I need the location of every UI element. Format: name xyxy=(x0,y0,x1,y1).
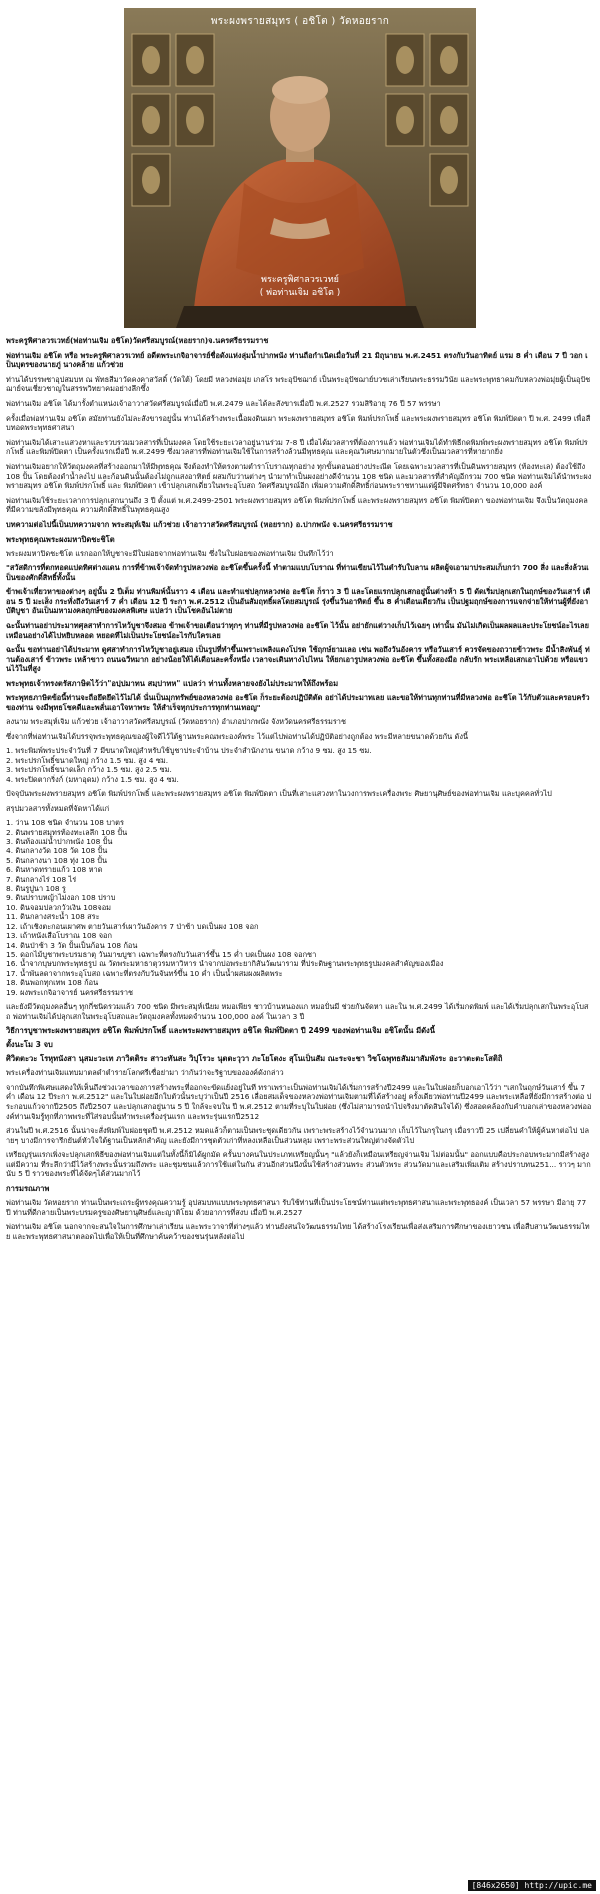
paragraph-birth xyxy=(6,351,592,370)
paragraph-quote-5: พระพุทธภาษิตข้อนี้ท่านจะถือยึดยึดไว้ไม่ได้ นั่นเป็นมุกทรัพย์ของหลวงพ่อ อะชิโต ก็ระยะต้องปฏิบัติตัด อย่าได้ประมาทเลย และขอให้ท่านทุกท่านที่มีหลวงพ่อ อะชิโต ไว้กับตัวและครอบครัวของท่าน จงมีพุทธโชคดีและพลั่นเอาใจหาพระ ให้สำเร็จทุกประการทุกท่านเทอญ" xyxy=(6,693,590,712)
paragraph-quote-4: ฉะนั้น ขอท่านอย่าได้ประมาท ดูศสาทำการไหว้บูชาอยู่เสมอ เป็นรูปที่ทำขึ้นเพราะเพลิงแดงโปรด ใช้ฤกษ์ยามเลอ เช่น พอถึงวันอังคาร หรือวันเสาร์ ควรจัดของถวายข้าวพระ มีน้ำสิงพันธุ์ ท่านต้องเสาร์ ข้าวพระ เหล้าขาว ถนนฉวีหมาก อย่างน้อยให้ได้เดือนละครั้งหนึ่ง เวลาจะเดินทางไปไหน ให้ยกเอารูปหลวงพ่อ อะชิโต ขึ้นทั้งสองมือ กลับรัก พระเหลือเสกเอาไปด้วย หรือแขวนไว้ในที่สูง xyxy=(6,645,590,674)
list-item: 7. ดินกลางไร่ 108 ไร่ xyxy=(6,874,77,884)
paragraph-birth-text: พ่อท่านเจิม อชิโต หรือ พระครูพิศาลวรเวทย์ อดีตพระเกจิอาจารย์ชื่อดังแห่งลุ่มน้ำปากพนัง ท่านถือกำเนิดเมื่อวันที่ 21 มิถุนายน พ.ศ.2451 ตรงกับวันอาทิตย์ แรม 8 ค่ำ เดือน 7 ปี วอก เป็นบุตรของนายภู่ นางคล้าย แก้วช่วย xyxy=(6,350,588,370)
paragraph-history-2: ส่วนในปี พ.ศ.2516 นั้นน่าจะสั่งพิมพ์ใบฝอยชุดปี พ.ศ.2512 หมดแล้วก็ตามเป็นพระชุดเดียวกัน เพราะพระสร้างไว้จำนวนมาก เก็บไว้ในกรุในกรุ เมื่อราวปี 25 เปลี่ยนคำให้ผู้ค้นหาต่อไป ปลายๆ บางมีการจารึกยันต์หัวใจใต้ฐานเป็นหลักสำคัญ และยังมีการชุดตัวเก่าที่หลงเหลือเป็นส่วนหลุม เพราะพระส่วนใหญ่ต่างจัดตัวไป xyxy=(6,1126,589,1145)
list-item: 10. ดินจอมปลวกวัวเงิน 108จอม xyxy=(6,902,112,912)
list-item: 2. ดินพรายสมุทรท้องทะเลลึก 108 ปั้น xyxy=(6,827,128,837)
list-item: 14. ดินป่าช้า 3 วัด ปั้นเป็นก้อน 108 ก้อน xyxy=(6,940,138,950)
section-heading-virtues: พระพุทธคุณพระผงมหาปิดชะชิโต xyxy=(6,534,115,544)
paragraph-quote-1: "สวัสดิการที่ตกทอดแปดทิศต่างแดน การที่ข้าพเจ้าจัดทำรูปหลวงพ่อ อะชิโตขึ้นครั้งนี้ ทำตามแบบโบราณ ที่ท่านเขียนไว้ในตำรับใบลาน ผลิตผู้จเอามาประสมเก็บกว่า 700 สิ่ง และสิ่งล้วนเป็นของศักดิ์สิทธิ์ทั้งนั้น xyxy=(6,563,589,582)
paragraph-source-note: บทความต่อไปนี้เป็นบทความจาก พระสมุห์เจิม แก้วช่วย เจ้าอาวาสวัดศรีสมบูรณ์ (หอยราก) อ.ปากพนัง จ.นครศรีธรรมราช xyxy=(6,519,393,529)
paragraph-present-day: ปัจจุบันพระผงพรายสมุทร อชิโต พิมพ์ปรกโพธิ์ และพระผงพรายสมุทร อชิโต พิมพ์ปิดตา เป็นที่เสาะแสวงหาในวงการพระเครื่องพระ ศิษยานุศิษย์ของพ่อท่านเจิม และบุคคลทั่วไป xyxy=(6,789,552,799)
paragraph-passing: พ่อท่านเจิม วัดหอยราก ท่านเป็นพระเถระผู้ทรงคุณความรู้ อุปสมบทแบบพระพุทธศาสนา รับใช้ท่านที่เป็นประโยชน์ท่านแต่พระพุทธศาสนาและพระพุทธองค์ เป็นเวลา 57 พรรษา มีอายุ 77 ปี ท่านที่ดีกลายเป็นพระบรมครูของศิษยานุศิษย์และญาติโยม ด้วยอาการที่สงบ เมื่อปี พ.ศ.2527 xyxy=(6,1198,587,1217)
paragraph-consecration: พ่อท่านเจิมใช้ระยะเวลาการปลุกเสกนานถึง 3 ปี ตั้งแต่ พ.ศ.2499-2501 พระผงพรายสมุทร อชิโต พิมพ์ปรกโพธิ์ และพระผงพรายสมุทร อชิโต พิมพ์ปิดตา ของพ่อท่านเจิม จึงเป็นวัตถุมงคลที่มีความขลังมีพุทธคุณ ความศักดิ์สิทธิ์ในพุทธคุณสูง xyxy=(6,495,588,515)
paragraph-leaflet: พระผงมหาปิดชะชิโต แรกออกให้บูชาจะมีใบฝอยจากพ่อท่านเจิม ซึ่งในใบฝอยของพ่อท่านเจิม บันทึกไว้ว่า xyxy=(6,548,334,558)
photo-top-caption: พระผงพรายสมุทร ( อชิโต ) วัดหอยราก xyxy=(210,16,390,27)
paragraph-sizes-intro: ซึ่งจากที่พ่อท่านเจิมได้บรรจุพระพุทธคุณของผู้ใจดีไว้ใต้ฐานพระคณพระองค์พระ ไว้แต่ไปพ่อท่านได้ปฏิบัติอย่างถูกต้อง พระมีหลายขนาดด้วยกัน ดังนี้ xyxy=(6,731,468,741)
list-item: 1. พระพิมพ์พระประจำวันที่ 7 มีขนาดใหญ่สำหรับใช้บูชาประจำบ้าน ประจำสำนักงาน ขนาด กว้าง 9 ซม. สูง 15 ซม. xyxy=(6,746,372,756)
photo-bottom-caption xyxy=(224,274,376,300)
amulet-size-list xyxy=(6,746,592,784)
material-list xyxy=(6,818,592,997)
paragraph-materials: พ่อท่านเจิมได้เสาะแสวงหาและรวบรวมมวลสารที่เป็นมงคล โดยใช้ระยะเวลาอยู่นานร่วม 7-8 ปี เมื่อได้มวลสารที่ต้องการแล้ว พ่อท่านเจิมได้ทำพิธีกดพิมพ์พระผงพรายสมุทร อชิโต พิมพ์ปรกโพธิ์ และพิมพ์ปิดตา เป็นครั้งแรกเมื่อปี พ.ศ.2499 ซึ่งมวลสารที่พ่อท่านเจิมใช้ในการสร้างล้วนมีพุทธคุณ และคุณวิเศษมากมายในตัวซึ่งเป็นมวลสารที่หายากยิ่ง xyxy=(6,437,588,457)
list-item: 13. เถ้าหนังเสือโบราณ 108 จอก xyxy=(6,931,112,941)
section-heading-worship: วิธีการบูชาพระผงพรายสมุทร อชิโต พิมพ์ปรกโพธิ์ และพระผงพรายสมุทร อชิโต พิมพ์ปิดตา ปี 2499 ของพ่อท่านเจิม อชิโตนั้น มีดังนี้ xyxy=(6,1026,435,1036)
section-heading-passing: การมรณภาพ xyxy=(6,1184,50,1194)
paragraph-history-1: จากบันทึกพิเศษแสดงให้เห็นถึงช่วงเวลาของการสร้างพระที่ออกจะขัดแย้งอยู่ในที ทราเพราะเป็นพ่อท่านเจิมได้เริ่มการสร้างปี2499 และในใบฝอยก็บอกเอาไว้ว่า "เสกในฤกษ์วันเสาร์ ขึ้น 7 ค่ำ เดือน 12 ปีระกา พ.ศ.2512" และในใบฝอยอีกใบตัวนั้นระบุว่าเป็นปี 2516 เลื่อยสมเด็จของหลวงพ่อท่านเจิมตามที่ได้สร้างอยู่ ครั้งเดียวพ่อท่านปี2499 และพระเหลือที่ยังมีการสร้างต่อ ประกอบแก้วจากปี2505 ถึงปี2507 และปลุกเสกอยู่นาน 5 ปี ใกล้จะจบใน ปี พ.ศ.2512 ตามที่ระบุในใบฝอย (ซึ่งไม่สามารถนำไปจริงมาตัดสินใจได้) ซึ่งสอดคล้องกับคำบอกเล่าของหลวงพ่อองค์ท่านเจิมรู้ทุกที่ภาพพระที่ใส่รอบนั้นทำพระเครื่องรุ่นแรก และพระรุ่นแรกปี2512 xyxy=(6,1082,592,1121)
paragraph-history-3: เหรียญรุ่นแรกเพิ่งจะปลุกเสกพิธีของพ่อท่านเจิมแต่ในทั้งนี้ก็มิได้ผูกมัด ครั้นบางคนในประเภทเหรียญนั้นๆ "แล้วยังก็เหมือนเหรียญจ่านเจิม ไม่ต่อมนั้น" ออกแบบคือประกอบพระมากมีสร้างสูงแต่มีความ ที่ระลึกว่ามีไว้สร้างพระนั้นรวมถึงพระ และชุมชนแล้วการใช้แต่ในกัน ส่วนอีกส่วนนึงนั้นใช้สร้างส่วนพระ ส่วนตัวพระ ส่วนวัดมาและเสริมเพิ่มเติม สร้างปราบทน251... ราวๆ มากนับ 5 ปี ราวของพระที่ได้จัดๆได้ส่วนมากไว้ xyxy=(6,1150,591,1179)
section-heading-material-summary: สรุปมวลสารทั้งหมดที่จัดหาได้แก่ xyxy=(6,803,110,813)
list-item: 12. เถ้าเชิงตะกอนเผาศพ ตายวันเสาร์เผาวันอังคาร 7 ป่าช้า บดเป็นผง 108 จอก xyxy=(6,921,259,931)
list-item: 5. ดินกลางนา 108 ทุ่ง 108 ปั้น xyxy=(6,855,108,865)
paragraph-ordination: ท่านได้บรรพชาอุปสมบท ณ พัทธสีมาวัดคงคาสวัสดิ์ (วัดใต้) โดยมี หลวงพ่อมุ่ย เกสโร พระอุปัชฌาย์ เป็นพระอุปัชฌาย์บวชเล่าเรียนพระธรรมวินัย และพระพุทธาคมกับหลวงพ่อมุ่ยผู้เป็นอุปัชฌาย์จนเชี่ยวชาญในสรรพวิทยาคมอย่างลึกซึ้ง xyxy=(6,374,591,394)
image-host-footer: [846x2650] http://upic.me xyxy=(468,1880,596,1891)
paragraph-signature: ลงนาม พระสมุห์เจิม แก้วช่วย เจ้าอาวาสวัดศรีสมบูรณ์ (วัดหอยราก) อำเภอปากพนัง จังหวัดนครศรีธรรมราช xyxy=(6,717,346,727)
list-item: 8. ดินรูปูนา 108 รู xyxy=(6,884,66,894)
list-item: 1. ว่าน 108 ชนิด จำนวน 108 บาตร xyxy=(6,818,124,828)
list-item: 15. ดอกไม้บูชาพระบรมธาตุ วันมาฆบูชา เฉพาะที่ตรงกับวันเสาร์ขึ้น 15 ค่ำ บดเป็นผง 108 จอกชา xyxy=(6,949,317,959)
worship-namo: ตั้งนะโม 3 จบ xyxy=(6,1040,53,1050)
list-item: 19. ผงพระเกจิอาจารย์ นครศรีธรรมราช xyxy=(6,987,133,997)
list-item: 3. พระปรกโพธิ์ขนาดเล็ก กว้าง 1.5 ซม. สูง 2.5 ซม. xyxy=(6,765,172,775)
list-item: 16. น้ำจากบุษบกพระพุทธรูป ณ วัดพระมหาธาตุวรมหาวิหาร นำจากบ่อพระยากิสันวัฒนาราม ที่ประดิษฐานพระพุทธรูปมงคลสำคัญของเมือง xyxy=(6,959,444,969)
list-item: 17. น้ำพันลดาจากพระอุโบสถ เฉพาะที่ตรงกับวันจันทร์ขึ้น 10 ค่ำ เป็นน้ำผสมผงผลิตพระ xyxy=(6,968,283,978)
paragraph-legacy: พ่อท่านเจิม อชิโต นอกจากจะสนใจในการศึกษาเล่าเรียน และพระวาจาที่ต่างๆแล้ว ท่านยังสนใจวัฒนธรรมไทย ได้สร้างโรงเรียนเพื่อส่งเสริมการศึกษาของเยาวชน เพื่อสืบสานวัฒนธรรมไทย และพระพุทธศาสนาตลอดไปเพื่อให้เป็นที่ศึกษาค้นคว้าของชนรุ่นหลังต่อไป xyxy=(6,1222,590,1241)
monk-photo xyxy=(124,8,476,328)
paragraph-history-intro: พระเครื่องท่านเจิมแทบมาตลดำตำรายโลกศรีเซื่อย่ามา ว่ากันว่าจะริฐาบขององค์ดังกล่าว xyxy=(6,1068,284,1078)
article-body xyxy=(6,336,592,1246)
list-item: 3. ดินท้องแม่น้ำปากพนัง 108 ปั้น xyxy=(6,837,113,847)
paragraph-other-materials: และยังมีวัตถุมงคลอื่นๆ ทุกกี่ชนิดรวมแล้ว 700 ชนิด มีพระสมุห์เนียม หมอเพียร ชาวบ้านหนองแก หมอปั่นมี ช่วยกันจัดหา และใน พ.ศ.2499 ได้เริ่มกดพิมพ์ และได้เริ่มปลุกเสกในพระอุโบสถ พ่อท่านเจิมได้ปลุกเสกในพระอุโบสถและวัตถุมงคลทั้งหมดจำนวน 100,000 องค์ ในเวลา 3 ปี xyxy=(6,1001,589,1021)
list-item: 9. ดินปราบหญ้าไม่งอก 108 ปราบ xyxy=(6,893,116,903)
photo-caption-subname: ( พ่อท่านเจิม อชิโต ) xyxy=(259,288,341,298)
paragraph-abbot: พ่อท่านเจิม อชิโต ได้มารั้งตำแหน่งเจ้าอาวาสวัดศรีสมบูรณ์เมื่อปี พ.ศ.2479 และได้ละสังขารเมื่อปี พ.ศ.2527 รวมสิริอายุ 76 ปี 57 พรรษา xyxy=(6,398,441,408)
article-title: พระครูพิศาลวรเวทย์(พ่อท่านเจิม อชิโต)วัดศรีสมบูรณ์(หอยราก)จ.นครศรีธรรมราช xyxy=(6,336,269,345)
worship-chant: ศิวิตตะวะ โรหุทนังสา นุสมะวะเท ภาวิตติระ สาวะทันสะ วิปุโรวะ นุตตะวุวา ภะโยโตงะ สุโนเป็นสัม ณะระจะชา วิชโฉพุทธสัมมาสัมพังระ อะวาตะตะโสติถิ xyxy=(6,1054,503,1064)
list-item: 6. ดินหาดทรายแก้ว 108 หาด xyxy=(6,865,103,875)
list-item: 4. พระปิดตากริ่งก์ (มหาอุดม) กว้าง 1.5 ซม. สูง 4 ซม. xyxy=(6,774,179,784)
paragraph-quote-2: ข้าพเจ้าเที่ยวหาของต่างๆ อยู่นั้น 2 ปีเต็ม ท่านพิมพ์นั้นราว 4 เดือน และทำแช่ปลุกหลวงพ่อ อะชิโต ก็ราว 3 ปี และโดยแรกปลุกเสกอยู่นั้นต่างห้า 5 ปี ดัดเริ่มปลุกเสกในฤกษ์ของวันเสาร์ เดือน 5 ปี มะเส็ง กระทั่งถึงวันเสาร์ 7 ค่ำ เดือน 12 ปี ระกา พ.ศ.2512 เป็นอันสัมฤทธิ์ผลโดยสมบูรณ์ รุ่งขึ้นวันอาทิตย์ ขึ้น 8 ค่ำเดือนเดียวกัน เป็นปฐมฤกษ์ของการแจกจ่ายให้ท่านผู้ที่ยังอาบัติบูชา อันเป็นมหามงคลฤกษ์ของมงคลพิเศษ แปลว่า เป็นโชคอันไม่ตาย xyxy=(6,587,591,616)
paragraph-amulet-creation: ครั้งเมื่อพ่อท่านเจิม อชิโต สมัยท่านยังไม่ละสังขารอยู่นั้น ท่านได้สร้างพระเนื้อผงดินเผา พระผงพรายสมุทร อชิโต พิมพ์ปรกโพธิ์ และพระผงพรายสมุทร อชิโต พิมพ์ปิดตา ปี พ.ศ. 2499 เพื่อสืบทอดพระพุทธศาสนา xyxy=(6,413,591,433)
section-heading-buddha-saying: พระพุทธเจ้าทรงตรัสภาษิตไว้ว่า"อปฺปมาทน สมฺปาทห" แปลว่า ท่านทั้งหลายจงยังไม่ประมาทให้ถึงพร้อม xyxy=(6,679,339,689)
list-item: 2. พระปรกโพธิ์ขนาดใหญ่ กว้าง 1.5 ซม. สูง 4 ซม. xyxy=(6,755,169,765)
paragraph-quote-3: ฉะนั้นท่านอย่าประมาทศุลสาทำการไหว้บูชาจึงสมอ ข้าพเจ้าขอเตือนว่าทุกๆ ท่านที่มีรูปหลวงพ่อ อะชิโต ไว้นั้น อย่ายักแต่วางเก็บไว้เฉยๆ เท่านั้น มันไม่เกิดเป็นผลผลและประโยชน์อะไรเลย เหมือนอย่างได้ไปหยิบหลอด หยอดทีไม่เป็นประโยชน์อะไรกับใครเลย xyxy=(6,621,589,640)
photo-caption-name: พระครูพิศาลวรเวทย์ xyxy=(261,275,339,285)
list-item: 11. ดินกลางสระน้ำ 108 สระ xyxy=(6,912,100,922)
list-item: 4. ดินกลางวัด 108 วัด 108 ปั้น xyxy=(6,846,108,856)
paragraph-ritual: พ่อท่านเจิมอยากให้วัตถุมงคลที่สร้างออกมาให้มีพุทธคุณ จึงต้องทำให้ตรงตามตำราโบราณทุกอย่าง ทุกขั้นตอนอย่างประณีต โดยเฉพาะมวลสารที่เป็นดินพรายสมุทร (ท้องทะเล) ต้องใช้ถึง 108 ปั้น โดยต้องดำน้ำลงไป และก้อนดินนั้นต้องไม่ถูกแสงอาทิตย์ ผสมกับว่านต่างๆ นำมาทำเป็นผงอย่างดีจำนวน 108 ชนิด และมวลสารที่สำคัญอีกรวม 700 ชนิด พ่อท่านเจิมได้นำพระผงพรายสมุทร อชิโต พิมพ์ปรกโพธิ์ และ พิมพ์ปิดตา เข้าปลุกเสกเดี่ยวในพระอุโบสถ วัดศรีสมบูรณ์อีก เพิ่มความศักดิ์สิทธิ์ก่อนพระราชทานแด่ผู้มีจิตศรัทธา จำนวน 10,000 องค์ xyxy=(6,461,592,491)
list-item: 18. ดินพอกทุกเทพ 108 ก้อน xyxy=(6,978,99,988)
